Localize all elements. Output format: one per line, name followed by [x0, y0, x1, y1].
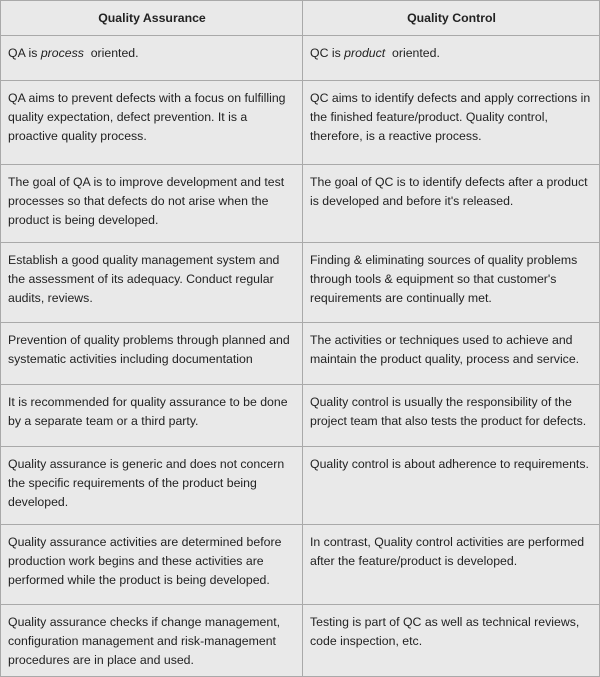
table-row — [1, 36, 600, 81]
table-row — [1, 165, 600, 243]
qa-cell: Prevention of quality problems through planned and systematic activities including documentation — [1, 323, 303, 385]
qc-cell: The goal of QC is to identify defects after a product is developed and before it's released. — [303, 165, 600, 243]
emphasis: product — [344, 46, 386, 60]
text: oriented. — [83, 46, 139, 60]
table-row — [1, 447, 600, 525]
table-row — [1, 81, 600, 165]
table-row — [1, 525, 600, 605]
qc-cell — [303, 36, 600, 81]
text: QA is — [8, 46, 41, 60]
header-quality-control: Quality Control — [303, 1, 600, 36]
table-row — [1, 243, 600, 323]
text: oriented. — [385, 46, 440, 60]
emphasis: process — [40, 46, 84, 60]
qc-cell: QC aims to identify defects and apply corrections in the finished feature/product. Quality control, therefore, is a reactive process. — [303, 81, 600, 165]
qa-cell: Quality assurance checks if change management, configuration management and risk-management procedures are in place and used. — [1, 605, 303, 677]
qa-cell: QA aims to prevent defects with a focus on fulfilling quality expectation, defect prevention. It is a proactive quality process. — [1, 81, 303, 165]
qa-cell — [1, 36, 303, 81]
table-row — [1, 385, 600, 447]
table-row — [1, 323, 600, 385]
qc-cell: Testing is part of QC as well as technical reviews, code inspection, etc. — [303, 605, 600, 677]
qc-cell: Quality control is usually the responsibility of the project team that also tests the product for defects. — [303, 385, 600, 447]
text: QC is — [310, 46, 345, 60]
header-quality-assurance: Quality Assurance — [1, 1, 303, 36]
qc-cell: The activities or techniques used to achieve and maintain the product quality, process and service. — [303, 323, 600, 385]
qc-cell: Quality control is about adherence to requirements. — [303, 447, 600, 525]
qa-cell: It is recommended for quality assurance to be done by a separate team or a third party. — [1, 385, 303, 447]
qc-cell: In contrast, Quality control activities are performed after the feature/product is developed. — [303, 525, 600, 605]
qc-cell: Finding & eliminating sources of quality problems through tools & equipment so that customer's requirements are continually met. — [303, 243, 600, 323]
qa-cell: Quality assurance is generic and does not concern the specific requirements of the product being developed. — [1, 447, 303, 525]
qa-cell: Establish a good quality management system and the assessment of its adequacy. Conduct regular audits, reviews. — [1, 243, 303, 323]
table-row — [1, 605, 600, 677]
qa-cell: The goal of QA is to improve development and test processes so that defects do not arise when the product is being developed. — [1, 165, 303, 243]
qa-cell: Quality assurance activities are determined before production work begins and these activities are performed while the product is being developed. — [1, 525, 303, 605]
header-row — [1, 1, 600, 36]
